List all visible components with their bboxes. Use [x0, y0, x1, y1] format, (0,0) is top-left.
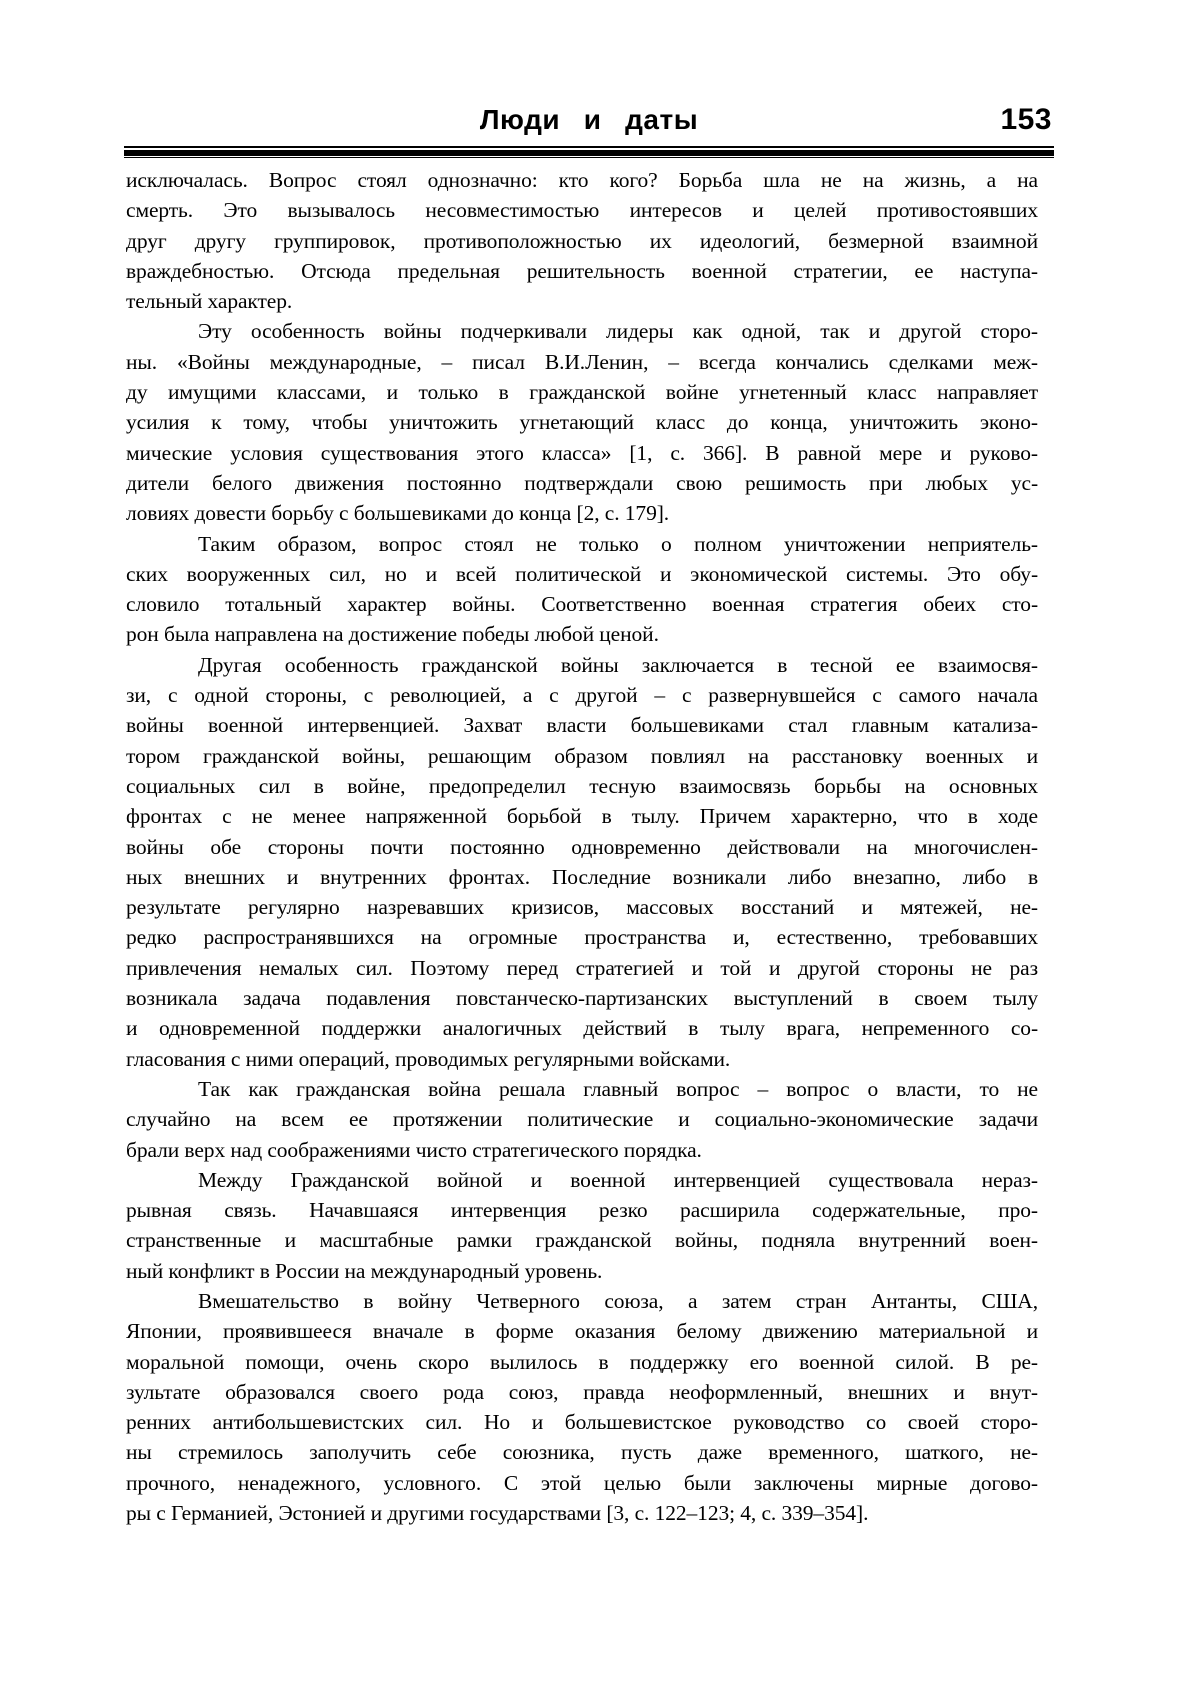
paragraph — [126, 650, 1038, 1074]
text-line: возникала задача подавления повстанческо-партизанских выступлений в своем тылу — [126, 986, 1038, 1011]
paragraph — [126, 165, 1038, 316]
text-line: брали верх над соображениями чисто стратегического порядка. — [126, 1137, 702, 1162]
paragraph — [126, 316, 1038, 528]
text-line: рывная связь. Начавшаяся интервенция резко расширила содержательные, про- — [126, 1198, 1038, 1223]
text-line: ный конфликт в России на международный уровень. — [126, 1258, 603, 1283]
text-line: исключалась. Вопрос стоял однозначно: кто кого? Борьба шла не на жизнь, а на — [126, 168, 1038, 192]
page-number: 153 — [1000, 103, 1052, 136]
text-line: ских вооруженных сил, но и всей политической и экономической системы. Это обу- — [126, 561, 1038, 586]
text-line: словило тотальный характер войны. Соответственно военная стратегия обеих сто- — [126, 592, 1038, 617]
text-line: войны обе стороны почти постоянно одновременно действовали на многочислен- — [126, 834, 1038, 859]
text-line: ловиях довести борьбу с большевиками до конца [2, с. 179]. — [126, 501, 670, 526]
text-line: смерть. Это вызывалось несовместимостью интересов и целей противостоявших — [126, 198, 1038, 223]
text-line: усилия к тому, чтобы уничтожить угнетающий класс до конца, уничтожить эконо- — [126, 410, 1038, 435]
paragraph — [126, 1286, 1038, 1528]
text-line: ны стремилось заполучить себе союзника, пусть даже временного, шаткого, не- — [126, 1440, 1038, 1465]
text-line: рон была направлена на достижение победы любой ценой. — [126, 622, 659, 647]
text-line: странственные и масштабные рамки гражданской войны, подняла внутренний воен- — [126, 1228, 1038, 1253]
text-line: мические условия существования этого класса» [1, с. 366]. В равной мере и руково- — [126, 440, 1038, 465]
text-line: тором гражданской войны, решающим образом повлиял на расстановку военных и — [126, 743, 1038, 768]
text-line: ренних антибольшевистских сил. Но и большевистское руководство со своей сторо- — [126, 1410, 1038, 1435]
paragraph — [126, 1165, 1038, 1286]
text-line: Японии, проявившееся вначале в форме оказания белому движению материальной и — [126, 1319, 1038, 1344]
text-line: ры с Германией, Эстонией и другими государствами [3, с. 122–123; 4, с. 339–354]. — [126, 1501, 869, 1526]
header-rule — [124, 146, 1054, 158]
text-line: дители белого движения постоянно подтверждали свою решимость при любых ус- — [126, 470, 1038, 495]
text-line: войны военной интервенцией. Захват власти большевиками стал главным катализа- — [126, 713, 1038, 738]
text-line: зультате образовался своего рода союз, правда неоформленный, внешних и внут- — [126, 1379, 1038, 1404]
text-line: гласования с ними операций, проводимых регулярными войсками. — [126, 1046, 731, 1071]
text-line: случайно на всем ее протяжении политические и социально-экономические задачи — [126, 1107, 1038, 1132]
text-line: Между Гражданской войной и военной интервенцией существовала нераз- — [198, 1167, 1038, 1192]
text-line: ду имущими классами, и только в гражданской войне угнетенный класс направляет — [126, 380, 1038, 405]
text-line: редко распространявшихся на огромные пространства и, естественно, требовавших — [126, 925, 1038, 950]
text-line: тельный характер. — [126, 289, 293, 314]
text-line: Эту особенность войны подчеркивали лидеры как одной, так и другой сторо- — [198, 319, 1038, 344]
text-line: результате регулярно назревавших кризисов, массовых восстаний и мятежей, не- — [126, 895, 1038, 920]
text-line: прочного, ненадежного, условного. С этой целью были заключены мирные догово- — [126, 1470, 1038, 1495]
text-line: ны. «Войны международные, – писал В.И.Ленин, – всегда кончались сделками меж- — [126, 349, 1038, 374]
page-title: Люди и даты — [479, 104, 699, 135]
text-line: Таким образом, вопрос стоял не только о полном уничтожении неприятель- — [198, 531, 1038, 556]
text-line: фронтах с не менее напряженной борьбой в тылу. Причем характерно, что в ходе — [126, 804, 1038, 829]
text-line: друг другу группировок, противоположностью их идеологий, безмерной взаимной — [126, 228, 1038, 253]
text-line: ных внешних и внутренних фронтах. Последние возникали либо внезапно, либо в — [126, 864, 1038, 889]
running-head — [124, 104, 1054, 144]
paragraph — [126, 529, 1038, 650]
text-line: Другая особенность гражданской войны заключается в тесной ее взаимосвя- — [198, 652, 1038, 677]
text-line: зи, с одной стороны, с революцией, а с другой – с развернувшейся с самого начала — [126, 683, 1038, 708]
paragraph — [126, 1074, 1038, 1165]
text-line: Так как гражданская война решала главный вопрос – вопрос о власти, то не — [198, 1076, 1038, 1101]
text-line: социальных сил в войне, предопределил тесную взаимосвязь борьбы на основных — [126, 773, 1038, 798]
body-text — [126, 165, 1038, 1528]
text-line: Вмешательство в войну Четверного союза, а затем стран Антанты, США, — [198, 1288, 1038, 1313]
text-line: привлечения немалых сил. Поэтому перед стратегией и той и другой стороны не раз — [126, 955, 1038, 980]
text-line: враждебностью. Отсюда предельная решительность военной стратегии, ее наступа- — [126, 258, 1038, 283]
text-line: моральной помощи, очень скоро вылилось в поддержку его военной силой. В ре- — [126, 1349, 1038, 1374]
text-line: и одновременной поддержки аналогичных действий в тылу врага, непременного со- — [126, 1016, 1038, 1041]
